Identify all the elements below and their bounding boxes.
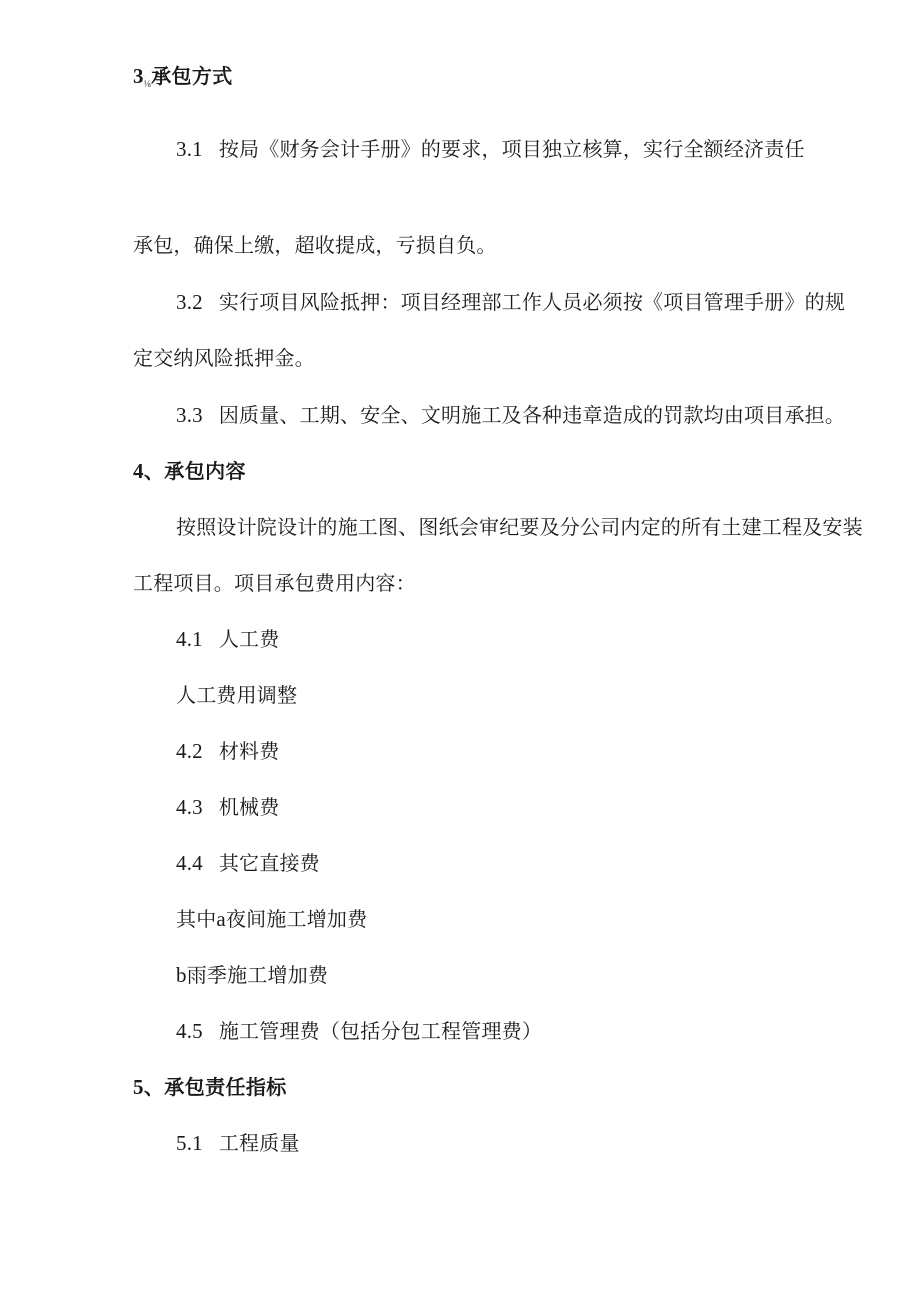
item-4-5: [176, 1019, 542, 1043]
section-4-title: 、承包内容: [143, 459, 246, 483]
item-4-1-text: 人工费: [218, 627, 280, 651]
section-4-number: 4: [133, 459, 144, 483]
section-4-intro-continuation: 工程项目。项目承包费用内容：: [133, 571, 416, 595]
item-4-4-text: 其它直接费: [218, 851, 320, 875]
item-4-4-sub-a-prefix: 其中: [176, 907, 217, 931]
item-5-1-text: 工程质量: [218, 1131, 300, 1155]
item-4-2-text: 材料费: [218, 739, 280, 763]
item-4-3: [176, 795, 279, 819]
item-5-1: [176, 1131, 300, 1155]
paragraph-3-3-number: 3.3: [176, 403, 203, 427]
paragraph-3-2-continuation: 定交纳风险抵押金。: [133, 346, 315, 370]
item-4-1-number: 4.1: [176, 627, 203, 651]
paragraph-3-1-continuation: 承包，确保上缴，超收提成，亏损自负。: [133, 233, 497, 257]
item-4-5-number: 4.5: [176, 1019, 203, 1043]
item-4-2-number: 4.2: [176, 739, 203, 763]
section-5-title: 、承包责任指标: [143, 1075, 287, 1099]
item-4-5-text: 施工管理费（包括分包工程管理费）: [218, 1019, 543, 1043]
section-4-heading: [133, 459, 246, 483]
section-3-separator: ⅛: [143, 79, 152, 89]
paragraph-3-1-number: 3.1: [176, 137, 203, 161]
item-4-4: [176, 851, 320, 875]
paragraph-3-2-number: 3.2: [176, 290, 203, 314]
section-5-heading: [133, 1075, 287, 1099]
item-4-3-text: 机械费: [218, 795, 280, 819]
paragraph-3-3-text: 因质量、工期、安全、文明施工及各种违章造成的罚款均由项目承担。: [218, 403, 846, 427]
item-4-4-sub-b-letter: b: [176, 963, 187, 987]
paragraph-3-2-text: 实行项目风险抵押：项目经理部工作人员必须按《项目管理手册》的规: [218, 290, 846, 314]
paragraph-3-1-text: 按局《财务会计手册》的要求，项目独立核算，实行全额经济责任: [218, 137, 805, 161]
item-4-4-sub-b-text: 雨季施工增加费: [186, 963, 329, 987]
item-4-4-sub-a-text: 夜间施工增加费: [225, 907, 368, 931]
section-3-heading: [133, 64, 233, 96]
section-5-number: 5: [133, 1075, 144, 1099]
paragraph-3-2: [176, 290, 845, 314]
section-3-number: 3: [133, 64, 144, 88]
section-3-title: 承包方式: [151, 64, 233, 88]
item-4-3-number: 4.3: [176, 795, 203, 819]
section-4-intro: 按照设计院设计的施工图、图纸会审纪要及分公司内定的所有土建工程及安装: [176, 515, 863, 539]
item-4-2: [176, 739, 279, 763]
item-4-4-number: 4.4: [176, 851, 203, 875]
item-4-4-sub-a: [176, 907, 367, 931]
item-4-1: [176, 627, 279, 651]
paragraph-3-3: [176, 403, 845, 427]
item-4-4-sub-b: [176, 963, 328, 987]
item-5-1-number: 5.1: [176, 1131, 203, 1155]
paragraph-3-1: [176, 137, 805, 161]
item-4-1-note: 人工费用调整: [176, 683, 298, 707]
item-4-4-sub-a-letter: a: [216, 907, 226, 931]
